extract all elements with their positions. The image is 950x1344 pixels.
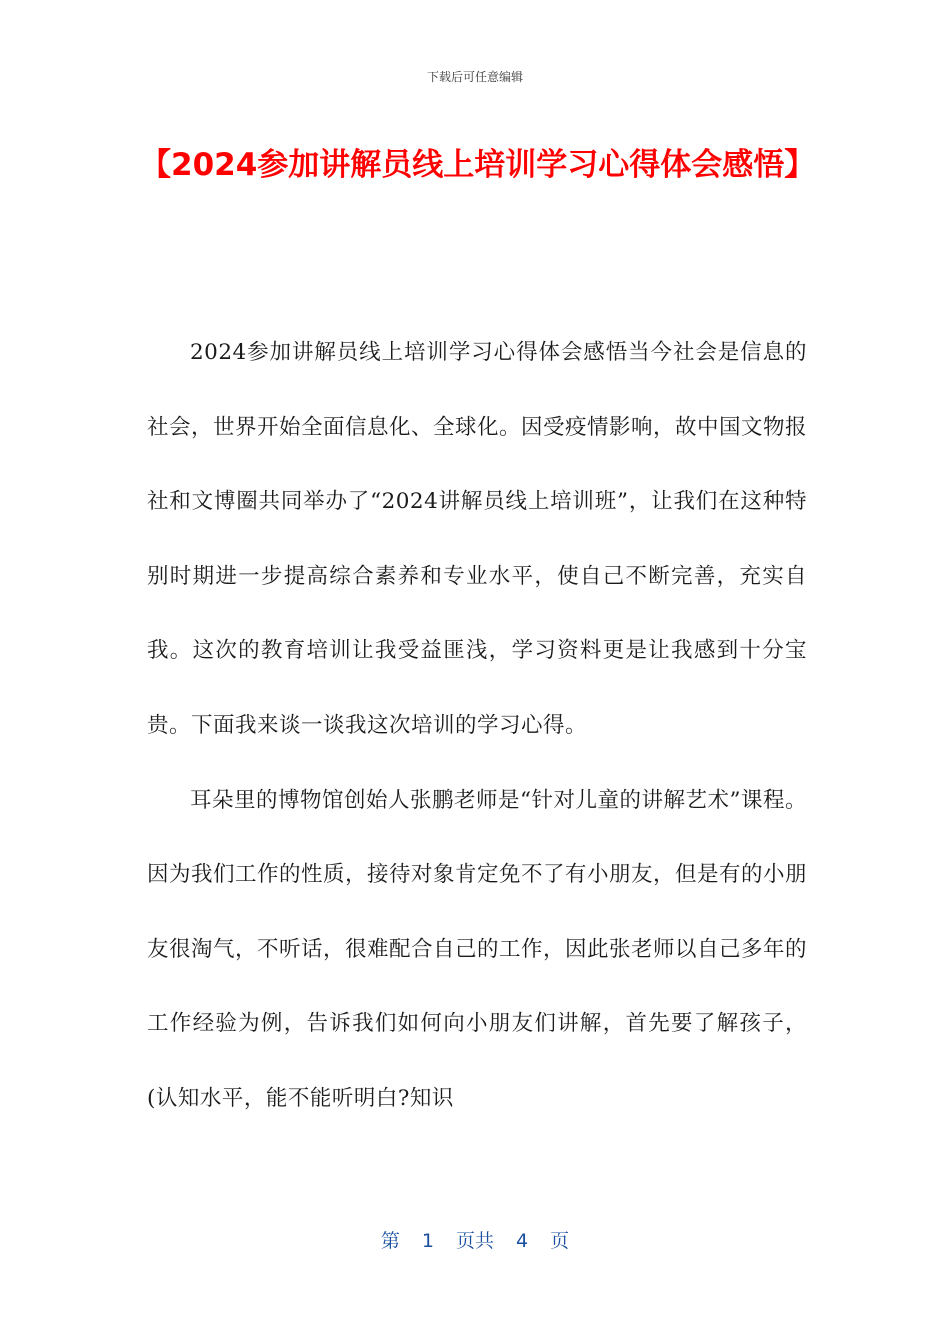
paragraph-2: 耳朵里的博物馆创始人张鹏老师是“针对儿童的讲解艺术”课程。因为我们工作的性质，接待对象肯定免不了有小朋友，但是有的小朋友很淘气，不听话，很难配合自己的工作，因此张老师以自己多年的工作经验为例，告诉我们如何向小朋友们讲解，首先要了解孩子，(认知水平，能不能听明白?知识 — [147, 787, 808, 1111]
footer-page-mid: 页共 — [455, 1230, 494, 1252]
page-footer — [0, 1226, 950, 1253]
body-text — [147, 316, 807, 1137]
footer-page-prefix: 第 — [380, 1230, 400, 1252]
footer-page-suffix: 页 — [550, 1230, 570, 1252]
footer-total-pages: 4 — [516, 1230, 529, 1252]
page-title: 【2024参加讲解员线上培训学习心得体会感悟】 — [140, 147, 816, 183]
header-note: 下载后可任意编辑 — [426, 70, 523, 84]
footer-current-page: 1 — [421, 1230, 434, 1252]
paragraph-1: 2024参加讲解员线上培训学习心得体会感悟当今社会是信息的社会，世界开始全面信息化、全球化。因受疫情影响，故中国文物报社和文博圈共同举办了“2024讲解员线上培训班”，让我们在这种特别时期进一步提高综合素养和专业水平，使自己不断完善，充实自我。这次的教育培训让我受益匪浅，学习资料更是让我感到十分宝贵。下面我来谈一谈我这次培训的学习心得。 — [147, 340, 808, 738]
